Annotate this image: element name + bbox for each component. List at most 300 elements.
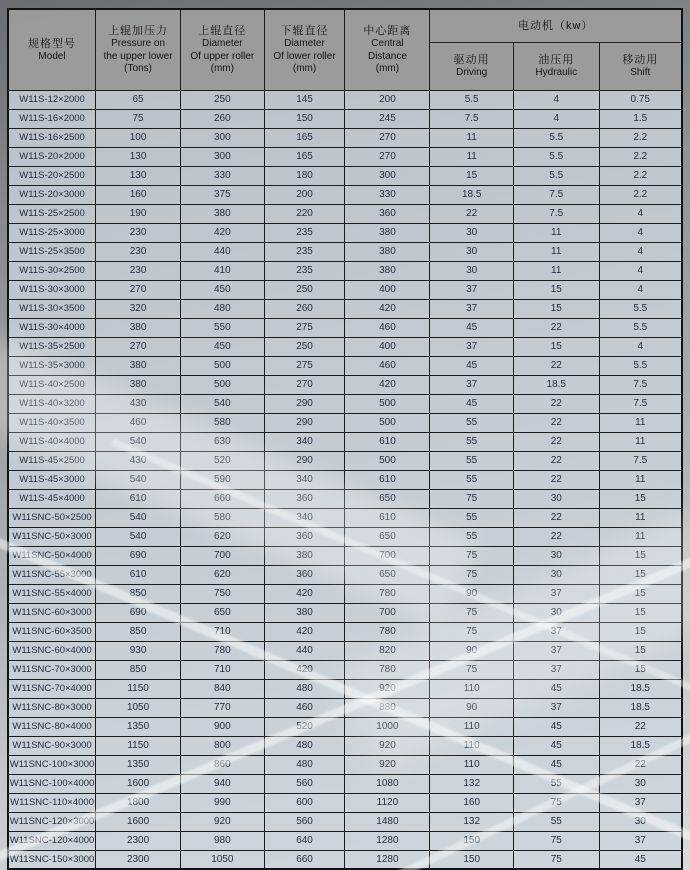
value-cell: 610 <box>345 508 430 527</box>
value-cell: 270 <box>96 280 181 299</box>
value-cell: 660 <box>264 850 345 869</box>
value-cell: 560 <box>264 812 345 831</box>
table-row <box>8 356 682 375</box>
value-cell: 235 <box>264 223 345 242</box>
table-row <box>8 641 682 660</box>
value-cell: 250 <box>264 337 345 356</box>
value-cell: 22 <box>430 204 514 223</box>
value-cell: 245 <box>345 109 430 128</box>
value-cell: 540 <box>96 527 181 546</box>
model-cell: W11SNC-50×3000 <box>8 527 96 546</box>
value-cell: 7.5 <box>599 375 682 394</box>
value-cell: 22 <box>513 394 599 413</box>
table-row <box>8 394 682 413</box>
value-cell: 850 <box>96 584 181 603</box>
value-cell: 37 <box>599 793 682 812</box>
header-hydraulic-en: Hydraulic <box>535 66 578 78</box>
col-header-shift <box>599 42 682 90</box>
value-cell: 1280 <box>345 831 430 850</box>
table-row <box>8 451 682 470</box>
value-cell: 190 <box>96 204 181 223</box>
model-cell: W11SNC-50×2500 <box>8 508 96 527</box>
value-cell: 5.5 <box>513 147 599 166</box>
value-cell: 22 <box>513 508 599 527</box>
value-cell: 1000 <box>345 717 430 736</box>
value-cell: 30 <box>513 546 599 565</box>
value-cell: 460 <box>96 413 181 432</box>
value-cell: 380 <box>96 318 181 337</box>
value-cell: 450 <box>181 337 265 356</box>
value-cell: 30 <box>513 489 599 508</box>
value-cell: 770 <box>181 698 265 717</box>
value-cell: 780 <box>345 584 430 603</box>
value-cell: 75 <box>430 622 514 641</box>
value-cell: 420 <box>264 660 345 679</box>
model-cell: W11SNC-70×4000 <box>8 679 96 698</box>
value-cell: 850 <box>96 660 181 679</box>
value-cell: 400 <box>345 280 430 299</box>
value-cell: 15 <box>599 546 682 565</box>
value-cell: 930 <box>96 641 181 660</box>
table-row <box>8 584 682 603</box>
value-cell: 750 <box>181 584 265 603</box>
table-row <box>8 622 682 641</box>
table-row <box>8 432 682 451</box>
value-cell: 260 <box>181 109 265 128</box>
value-cell: 55 <box>430 451 514 470</box>
value-cell: 5.5 <box>513 128 599 147</box>
value-cell: 15 <box>513 337 599 356</box>
value-cell: 15 <box>599 660 682 679</box>
value-cell: 45 <box>513 717 599 736</box>
value-cell: 37 <box>513 584 599 603</box>
header-lower-roller-en2: Of lower roller <box>273 50 336 62</box>
value-cell: 340 <box>264 508 345 527</box>
value-cell: 480 <box>264 679 345 698</box>
value-cell: 270 <box>264 375 345 394</box>
value-cell: 340 <box>264 470 345 489</box>
value-cell: 1600 <box>96 774 181 793</box>
model-cell: W11SNC-80×3000 <box>8 698 96 717</box>
header-upper-roller-zh: 上辊直径 <box>198 25 247 37</box>
model-cell: W11S-40×4000 <box>8 432 96 451</box>
model-cell: W11S-25×2500 <box>8 204 96 223</box>
model-cell: W11S-40×2500 <box>8 375 96 394</box>
value-cell: 7.5 <box>599 451 682 470</box>
value-cell: 37 <box>430 280 514 299</box>
value-cell: 380 <box>96 375 181 394</box>
value-cell: 130 <box>96 147 181 166</box>
value-cell: 15 <box>430 166 514 185</box>
table-row <box>8 223 682 242</box>
table-row <box>8 166 682 185</box>
value-cell: 380 <box>96 356 181 375</box>
value-cell: 4 <box>599 337 682 356</box>
table-row <box>8 679 682 698</box>
value-cell: 550 <box>181 318 265 337</box>
model-cell: W11S-45×3000 <box>8 470 96 489</box>
value-cell: 75 <box>430 565 514 584</box>
value-cell: 11 <box>599 470 682 489</box>
value-cell: 22 <box>513 413 599 432</box>
model-cell: W11S-30×3000 <box>8 280 96 299</box>
value-cell: 800 <box>181 736 265 755</box>
value-cell: 520 <box>264 717 345 736</box>
value-cell: 11 <box>513 261 599 280</box>
model-cell: W11S-30×4000 <box>8 318 96 337</box>
value-cell: 420 <box>264 622 345 641</box>
value-cell: 132 <box>430 812 514 831</box>
value-cell: 15 <box>513 299 599 318</box>
value-cell: 610 <box>96 565 181 584</box>
value-cell: 90 <box>430 641 514 660</box>
value-cell: 75 <box>430 489 514 508</box>
value-cell: 37 <box>430 337 514 356</box>
value-cell: 330 <box>181 166 265 185</box>
value-cell: 1280 <box>345 850 430 869</box>
col-header-lower-roller <box>264 9 345 90</box>
model-cell: W11SNC-80×4000 <box>8 717 96 736</box>
value-cell: 780 <box>345 622 430 641</box>
header-upper-roller-en2: Of upper roller <box>190 50 255 62</box>
value-cell: 710 <box>181 622 265 641</box>
value-cell: 460 <box>345 356 430 375</box>
value-cell: 1480 <box>345 812 430 831</box>
value-cell: 260 <box>264 299 345 318</box>
model-cell: W11S-30×2500 <box>8 261 96 280</box>
value-cell: 160 <box>96 185 181 204</box>
table-row <box>8 299 682 318</box>
value-cell: 300 <box>181 128 265 147</box>
header-central-zh: 中心距离 <box>363 25 412 37</box>
value-cell: 270 <box>96 337 181 356</box>
value-cell: 145 <box>264 90 345 109</box>
value-cell: 500 <box>181 375 265 394</box>
value-cell: 11 <box>599 527 682 546</box>
value-cell: 11 <box>599 508 682 527</box>
value-cell: 860 <box>181 755 265 774</box>
value-cell: 1050 <box>181 850 265 869</box>
value-cell: 150 <box>264 109 345 128</box>
value-cell: 30 <box>430 261 514 280</box>
value-cell: 75 <box>430 603 514 622</box>
value-cell: 640 <box>264 831 345 850</box>
model-cell: W11SNC-70×3000 <box>8 660 96 679</box>
value-cell: 75 <box>430 660 514 679</box>
value-cell: 22 <box>599 717 682 736</box>
table-row <box>8 185 682 204</box>
header-central-en2: Distance <box>367 50 407 62</box>
value-cell: 500 <box>345 413 430 432</box>
value-cell: 45 <box>430 394 514 413</box>
value-cell: 15 <box>599 603 682 622</box>
table-row <box>8 128 682 147</box>
table-row <box>8 850 682 869</box>
value-cell: 55 <box>430 527 514 546</box>
value-cell: 7.5 <box>430 109 514 128</box>
value-cell: 700 <box>345 546 430 565</box>
value-cell: 560 <box>264 774 345 793</box>
value-cell: 11 <box>513 242 599 261</box>
table-row <box>8 413 682 432</box>
value-cell: 290 <box>264 394 345 413</box>
table-row <box>8 242 682 261</box>
value-cell: 780 <box>181 641 265 660</box>
value-cell: 7.5 <box>513 185 599 204</box>
col-header-model <box>8 9 96 90</box>
value-cell: 1.5 <box>599 109 682 128</box>
value-cell: 45 <box>513 755 599 774</box>
header-hydraulic-zh: 油压用 <box>538 53 575 66</box>
spec-table-body <box>8 90 682 869</box>
value-cell: 5.5 <box>513 166 599 185</box>
value-cell: 840 <box>181 679 265 698</box>
table-row <box>8 527 682 546</box>
value-cell: 650 <box>345 565 430 584</box>
value-cell: 4 <box>513 90 599 109</box>
value-cell: 610 <box>96 489 181 508</box>
value-cell: 75 <box>513 831 599 850</box>
value-cell: 540 <box>96 470 181 489</box>
value-cell: 30 <box>513 565 599 584</box>
col-header-pressure <box>96 9 181 90</box>
value-cell: 30 <box>599 774 682 793</box>
value-cell: 480 <box>264 755 345 774</box>
value-cell: 11 <box>430 147 514 166</box>
header-shift-en: Shift <box>630 66 651 78</box>
model-cell: W11SNC-120×3000 <box>8 812 96 831</box>
value-cell: 15 <box>599 565 682 584</box>
header-lower-roller-zh: 下辊直径 <box>280 25 329 37</box>
value-cell: 22 <box>513 432 599 451</box>
value-cell: 65 <box>96 90 181 109</box>
value-cell: 630 <box>181 432 265 451</box>
value-cell: 2.2 <box>599 166 682 185</box>
value-cell: 0.75 <box>599 90 682 109</box>
value-cell: 660 <box>181 489 265 508</box>
value-cell: 18.5 <box>430 185 514 204</box>
value-cell: 480 <box>181 299 265 318</box>
table-row <box>8 736 682 755</box>
table-row <box>8 565 682 584</box>
table-row <box>8 831 682 850</box>
value-cell: 30 <box>513 603 599 622</box>
value-cell: 420 <box>264 584 345 603</box>
header-pressure-zh: 上辊加压力 <box>108 25 169 37</box>
value-cell: 540 <box>96 432 181 451</box>
table-row <box>8 717 682 736</box>
model-cell: W11S-45×4000 <box>8 489 96 508</box>
value-cell: 380 <box>264 546 345 565</box>
table-row <box>8 603 682 622</box>
value-cell: 250 <box>181 90 265 109</box>
header-central-unit: (mm) <box>375 63 400 74</box>
value-cell: 460 <box>345 318 430 337</box>
value-cell: 75 <box>513 793 599 812</box>
value-cell: 540 <box>181 394 265 413</box>
table-row <box>8 489 682 508</box>
col-header-central-distance <box>345 9 430 90</box>
spec-table-header <box>8 9 682 90</box>
model-cell: W11S-16×2500 <box>8 128 96 147</box>
value-cell: 22 <box>513 451 599 470</box>
value-cell: 130 <box>96 166 181 185</box>
value-cell: 920 <box>181 812 265 831</box>
value-cell: 75 <box>96 109 181 128</box>
value-cell: 11 <box>513 223 599 242</box>
model-cell: W11SNC-55×3000 <box>8 565 96 584</box>
value-cell: 100 <box>96 128 181 147</box>
value-cell: 15 <box>599 584 682 603</box>
model-cell: W11S-20×3000 <box>8 185 96 204</box>
value-cell: 1150 <box>96 736 181 755</box>
value-cell: 290 <box>264 413 345 432</box>
value-cell: 110 <box>430 736 514 755</box>
header-upper-roller-unit: (mm) <box>210 63 234 74</box>
value-cell: 37 <box>513 660 599 679</box>
value-cell: 22 <box>513 318 599 337</box>
model-cell: W11SNC-60×3000 <box>8 603 96 622</box>
value-cell: 37 <box>430 299 514 318</box>
value-cell: 55 <box>513 812 599 831</box>
value-cell: 235 <box>264 242 345 261</box>
value-cell: 420 <box>345 375 430 394</box>
value-cell: 110 <box>430 755 514 774</box>
value-cell: 500 <box>345 451 430 470</box>
value-cell: 132 <box>430 774 514 793</box>
value-cell: 5.5 <box>599 356 682 375</box>
value-cell: 4 <box>599 204 682 223</box>
value-cell: 300 <box>181 147 265 166</box>
header-pressure-en2: the upper lower <box>103 50 173 62</box>
value-cell: 37 <box>513 641 599 660</box>
model-cell: W11S-40×3500 <box>8 413 96 432</box>
model-cell: W11S-20×2000 <box>8 147 96 166</box>
table-row <box>8 660 682 679</box>
value-cell: 55 <box>430 508 514 527</box>
value-cell: 15 <box>599 489 682 508</box>
value-cell: 15 <box>599 641 682 660</box>
value-cell: 440 <box>264 641 345 660</box>
value-cell: 360 <box>264 565 345 584</box>
value-cell: 2300 <box>96 850 181 869</box>
value-cell: 150 <box>430 831 514 850</box>
table-row <box>8 470 682 489</box>
table-row <box>8 812 682 831</box>
value-cell: 1150 <box>96 679 181 698</box>
value-cell: 30 <box>430 242 514 261</box>
value-cell: 18.5 <box>599 679 682 698</box>
value-cell: 18.5 <box>513 375 599 394</box>
value-cell: 5.5 <box>599 318 682 337</box>
table-row <box>8 508 682 527</box>
value-cell: 55 <box>430 470 514 489</box>
value-cell: 1800 <box>96 793 181 812</box>
value-cell: 710 <box>181 660 265 679</box>
header-shift-zh: 移动用 <box>622 53 659 66</box>
value-cell: 1120 <box>345 793 430 812</box>
header-driving-en: Driving <box>456 66 488 78</box>
value-cell: 55 <box>430 432 514 451</box>
value-cell: 380 <box>345 223 430 242</box>
value-cell: 320 <box>96 299 181 318</box>
value-cell: 420 <box>181 223 265 242</box>
value-cell: 400 <box>345 337 430 356</box>
value-cell: 11 <box>430 128 514 147</box>
table-row <box>8 318 682 337</box>
value-cell: 290 <box>264 451 345 470</box>
table-row <box>8 280 682 299</box>
model-cell: W11S-25×3500 <box>8 242 96 261</box>
value-cell: 4 <box>513 109 599 128</box>
value-cell: 45 <box>430 318 514 337</box>
value-cell: 22 <box>513 527 599 546</box>
value-cell: 500 <box>181 356 265 375</box>
value-cell: 590 <box>181 470 265 489</box>
value-cell: 980 <box>181 831 265 850</box>
value-cell: 230 <box>96 242 181 261</box>
value-cell: 2300 <box>96 831 181 850</box>
value-cell: 45 <box>599 850 682 869</box>
table-row <box>8 204 682 223</box>
col-header-motor-group <box>430 9 682 42</box>
value-cell: 275 <box>264 318 345 337</box>
value-cell: 420 <box>345 299 430 318</box>
value-cell: 4 <box>599 280 682 299</box>
value-cell: 250 <box>264 280 345 299</box>
value-cell: 450 <box>181 280 265 299</box>
value-cell: 180 <box>264 166 345 185</box>
value-cell: 690 <box>96 546 181 565</box>
value-cell: 230 <box>96 261 181 280</box>
table-row <box>8 375 682 394</box>
value-cell: 580 <box>181 413 265 432</box>
value-cell: 850 <box>96 622 181 641</box>
value-cell: 18.5 <box>599 736 682 755</box>
table-row <box>8 793 682 812</box>
value-cell: 55 <box>513 774 599 793</box>
value-cell: 440 <box>181 242 265 261</box>
value-cell: 480 <box>264 736 345 755</box>
header-upper-roller-en1: Diameter <box>202 38 243 49</box>
value-cell: 90 <box>430 584 514 603</box>
value-cell: 37 <box>430 375 514 394</box>
value-cell: 430 <box>96 394 181 413</box>
header-pressure-en1: Pressure on <box>111 38 166 49</box>
value-cell: 620 <box>181 565 265 584</box>
value-cell: 5.5 <box>599 299 682 318</box>
value-cell: 150 <box>430 850 514 869</box>
value-cell: 45 <box>430 356 514 375</box>
value-cell: 22 <box>599 755 682 774</box>
value-cell: 2.2 <box>599 128 682 147</box>
value-cell: 650 <box>345 527 430 546</box>
model-cell: W11SNC-110×4000 <box>8 793 96 812</box>
value-cell: 18.5 <box>599 698 682 717</box>
value-cell: 270 <box>345 147 430 166</box>
value-cell: 270 <box>345 128 430 147</box>
value-cell: 1600 <box>96 812 181 831</box>
header-model-en: Model <box>38 50 66 62</box>
model-cell: W11S-45×2500 <box>8 451 96 470</box>
value-cell: 11 <box>599 432 682 451</box>
table-row <box>8 546 682 565</box>
value-cell: 690 <box>96 603 181 622</box>
value-cell: 160 <box>430 793 514 812</box>
value-cell: 430 <box>96 451 181 470</box>
model-cell: W11SNC-60×4000 <box>8 641 96 660</box>
header-driving-zh: 驱动用 <box>453 53 490 66</box>
